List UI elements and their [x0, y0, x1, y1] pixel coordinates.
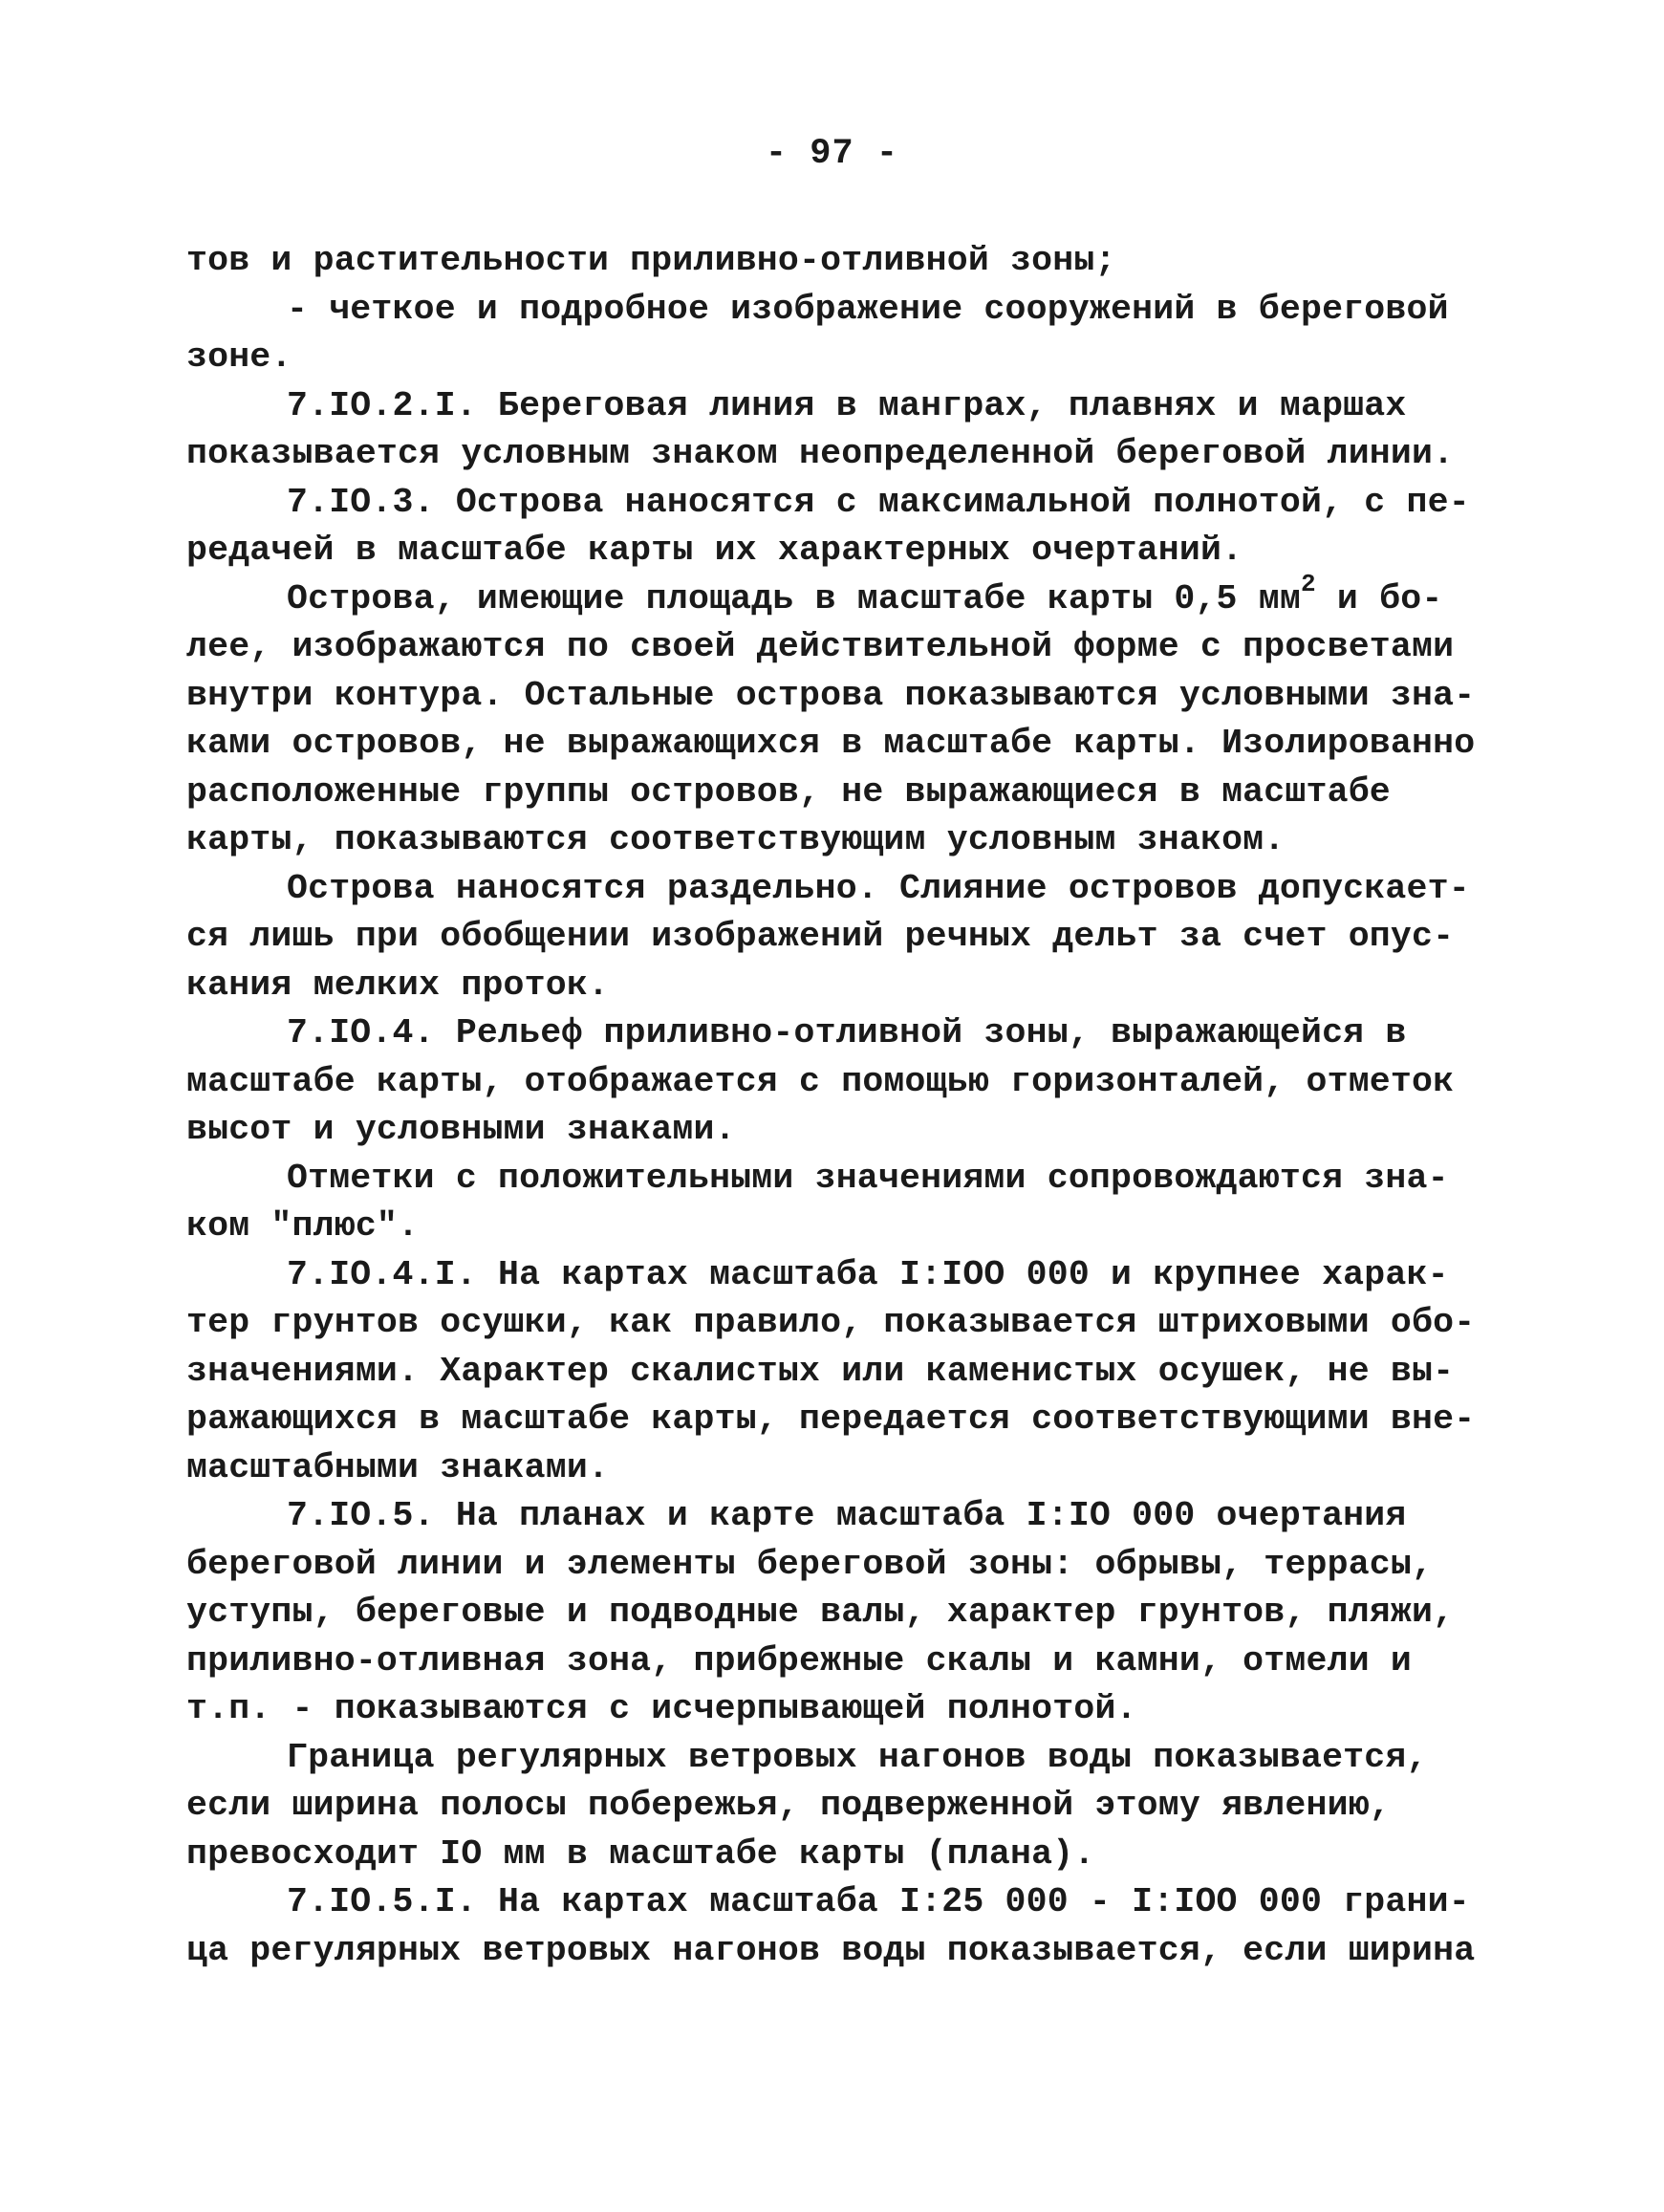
line-text: ком "плюс".: [186, 1206, 420, 1246]
text-line: [186, 527, 1429, 575]
line-text: показывается условным знаком неопределенной береговой линии.: [186, 434, 1455, 473]
text-line: [186, 382, 1429, 431]
line-text: ками островов, не выражающихся в масштабе карты. Изолированно: [186, 724, 1476, 763]
line-text: масштабе карты, отображается с помощью горизонталей, отметок: [186, 1061, 1455, 1101]
line-text: 7.IO.5. На планах и карте масштаба I:IO 000 очертания: [287, 1496, 1407, 1535]
line-text: расположенные группы островов, не выражающиеся в масштабе: [186, 771, 1391, 812]
text-line: [186, 1637, 1429, 1686]
text-line: [186, 1058, 1455, 1107]
text-line: [186, 1878, 1470, 1927]
line-text: превосходит IO мм в масштабе карты (плана).: [186, 1833, 1095, 1874]
line-text: карты, показываются соответствующим условным знаком.: [186, 820, 1286, 859]
superscript: 2: [1300, 569, 1316, 598]
line-text: приливно-отливная зона, прибрежные скалы и камни, отмели и: [186, 1640, 1413, 1681]
line-text: зоне.: [186, 337, 292, 377]
text-line: [186, 1299, 1476, 1348]
page-number: - 97 -: [765, 134, 899, 174]
line-text: тов и растительности приливно-отливной зоны;: [186, 241, 1116, 280]
line-text: 7.IO.4. Рельеф приливно-отливной зоны, выражающейся в: [287, 1013, 1407, 1052]
line-text: лее, изображаются по своей действительной форме с просветами: [186, 627, 1455, 666]
line-text: 7.IO.2.I. Береговая линия в манграх, плавнях и маршах: [287, 385, 1407, 425]
line-text: ражающихся в масштабе карты, передается соответствующими вне-: [186, 1399, 1476, 1439]
text-line: [186, 1831, 1429, 1879]
text-line: [186, 237, 1429, 286]
text-line: [186, 1444, 1429, 1493]
line-text: ца регулярных ветровых нагонов воды показывается, если ширина: [186, 1930, 1476, 1970]
text-line: [186, 1927, 1476, 1976]
text-line: [186, 1396, 1476, 1444]
text-line: [186, 865, 1470, 914]
text-line: [186, 569, 1443, 624]
text-line: [186, 1348, 1455, 1397]
text-line: [186, 1203, 1429, 1251]
text-line: [186, 1492, 1429, 1541]
text-line: [186, 720, 1476, 769]
line-text: 7.IO.3. Острова наносятся с максимальной полнотой, с пе-: [287, 482, 1470, 522]
text-line: [186, 1106, 1429, 1155]
line-text: т.п. - показываются с исчерпывающей полнотой.: [186, 1689, 1137, 1728]
text-line: [186, 1685, 1429, 1734]
text-line: [186, 1734, 1429, 1783]
text-line: [186, 1541, 1434, 1590]
text-line: [186, 1782, 1429, 1831]
text-line: [186, 286, 1449, 335]
text-line: [186, 1251, 1449, 1300]
line-text: Острова наносятся раздельно. Слияние островов допускает-: [287, 868, 1470, 908]
line-text: Отметки с положительными значениями сопровождаются зна-: [287, 1158, 1449, 1198]
line-text: высот и условными знаками.: [186, 1110, 736, 1149]
line-text: Граница регулярных ветровых нагонов воды показывается,: [287, 1737, 1428, 1777]
text-line: [186, 913, 1455, 962]
line-text: Острова, имеющие площадь в масштабе карты 0,5 мм: [287, 578, 1301, 618]
text-line: [186, 962, 1429, 1010]
line-text: береговой линии и элементы береговой зоны: обрывы, террасы,: [186, 1544, 1434, 1584]
text-line: [186, 430, 1455, 479]
line-text: если ширина полосы побережья, подверженной этому явлению,: [186, 1786, 1391, 1825]
text-line: [186, 816, 1429, 865]
text-line: [186, 672, 1476, 721]
line-text: - четкое и подробное изображение сооружений в береговой: [287, 289, 1449, 329]
text-line: [186, 623, 1455, 672]
line-text: тер грунтов осушки, как правило, показывается штриховыми обо-: [186, 1303, 1476, 1342]
line-text: значениями. Характер скалистых или каменистых осушек, не вы-: [186, 1351, 1455, 1391]
text-line: [186, 769, 1429, 817]
text-line: [186, 479, 1470, 528]
text-line: [186, 1155, 1449, 1204]
text-line: [186, 334, 1429, 382]
line-text: 7.IO.5.I. На картах масштаба I:25 000 - I:IOO 000 грани-: [287, 1882, 1470, 1921]
line-text: ся лишь при обобщении изображений речных дельт за счет опус-: [186, 917, 1455, 956]
line-text: масштабными знаками.: [186, 1447, 610, 1487]
text-line: [186, 1009, 1429, 1058]
line-text: внутри контура. Остальные острова показываются условными зна-: [186, 675, 1476, 715]
line-text: уступы, береговые и подводные валы, характер грунтов, пляжи,: [186, 1593, 1455, 1632]
line-text: кания мелких проток.: [186, 965, 610, 1005]
line-text: редачей в масштабе карты их характерных очертаний.: [186, 531, 1243, 570]
body-text: [186, 237, 1476, 1975]
line-text-continued: и бо-: [1315, 578, 1443, 618]
text-line: [186, 1589, 1455, 1637]
line-text: 7.IO.4.I. На картах масштаба I:IOO 000 и крупнее харак-: [287, 1254, 1449, 1294]
